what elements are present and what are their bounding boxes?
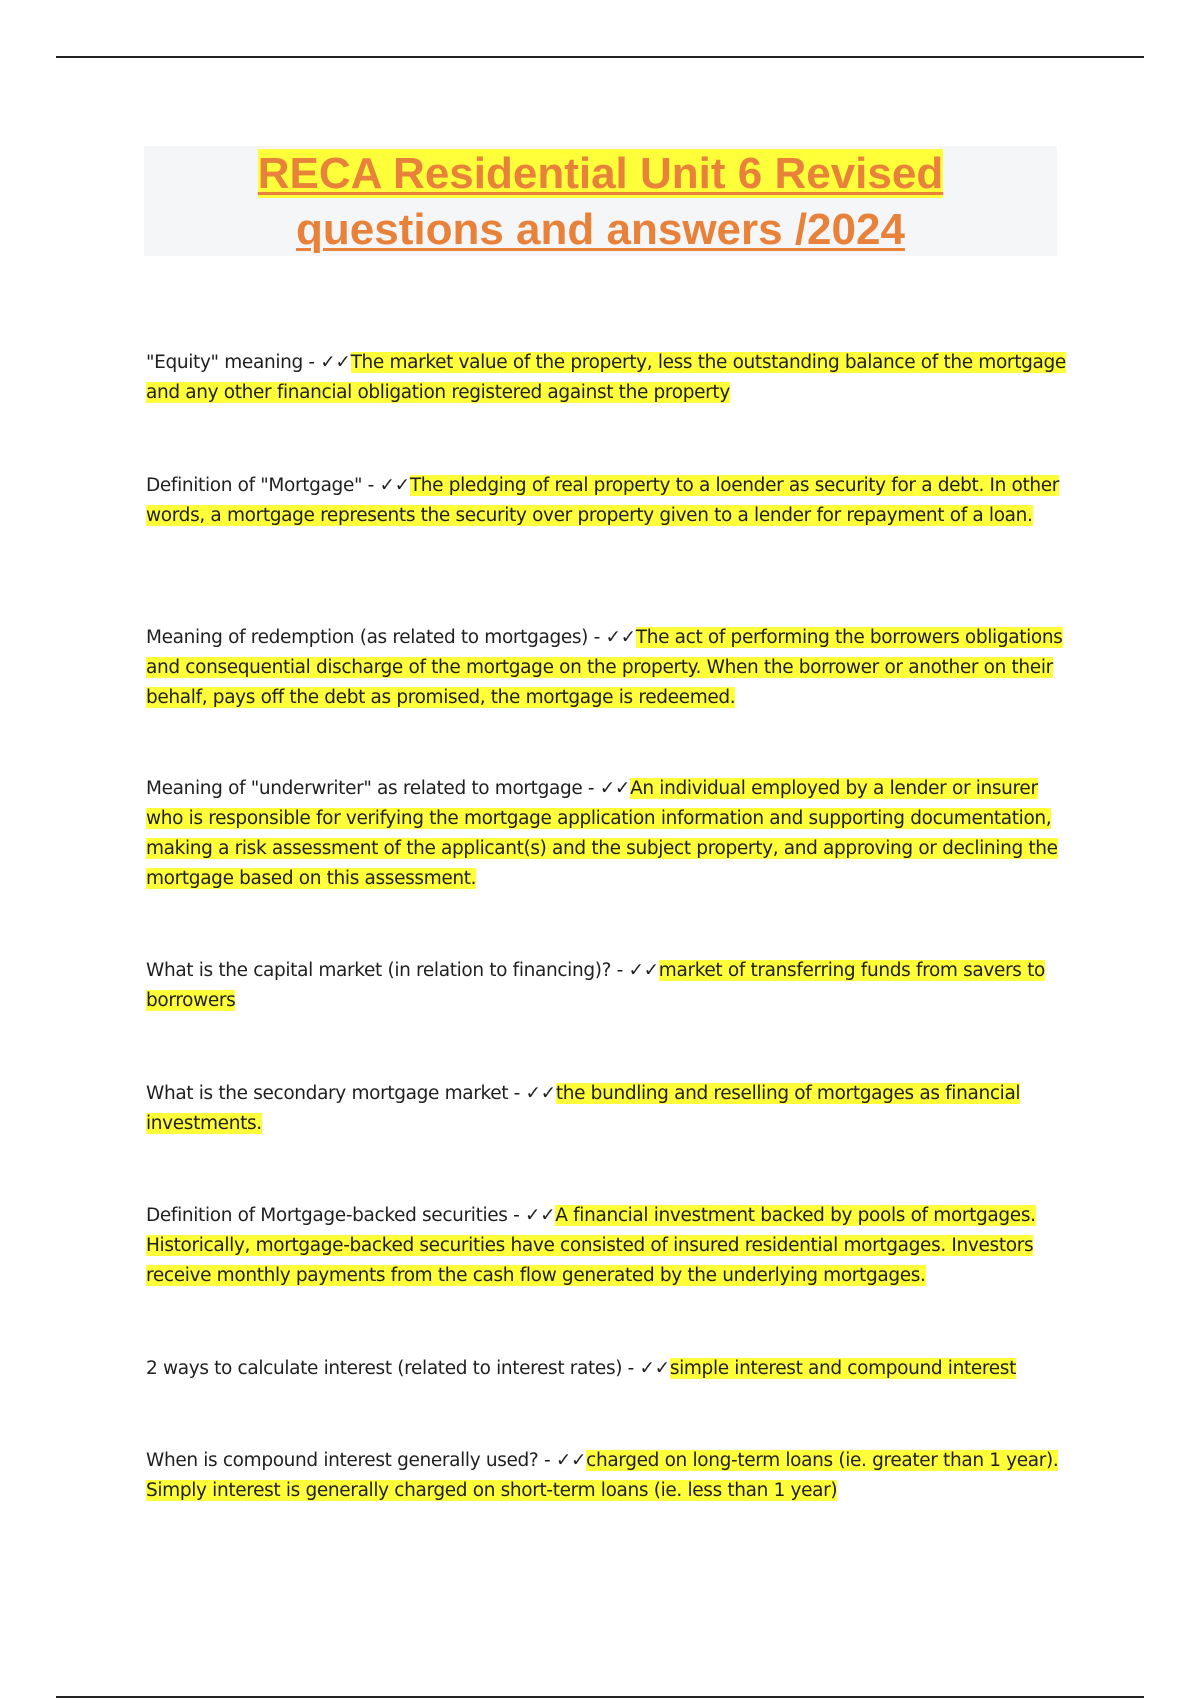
answer-text: An individual employed by a lender or insurer who is responsible for verifying the mortgage application information and supporting documentation, making a risk assessment of the applicant(s) and the subject property, and approving or declining the mortgage based on this assessment. — [146, 778, 1058, 889]
question-text: 2 ways to calculate interest (related to interest rates) — [146, 1358, 623, 1379]
double-check-icon: ✓✓ — [628, 960, 659, 981]
separator: - — [362, 475, 380, 496]
separator: - — [508, 1083, 526, 1104]
separator: - — [302, 352, 321, 373]
answer-text: charged on long-term loans (ie. greater than 1 year). Simply interest is generally charged on short-term loans (ie. less than 1 year) — [146, 1450, 1059, 1501]
qa-item-equity — [146, 348, 1066, 408]
qa-item-interest-ways — [146, 1354, 1066, 1384]
qa-item-secondary-market — [146, 1079, 1066, 1139]
double-check-icon: ✓✓ — [524, 1205, 556, 1226]
answer-text: simple interest and compound interest — [669, 1358, 1016, 1379]
qa-item-mortgage — [146, 471, 1066, 531]
question-text: Definition of "Mortgage" — [146, 475, 363, 496]
double-check-icon: ✓✓ — [605, 627, 636, 648]
answer-text: market of transferring funds from savers to borrowers — [146, 960, 1045, 1011]
double-check-icon: ✓✓ — [379, 475, 410, 496]
qa-item-mbs — [146, 1201, 1066, 1291]
qa-item-underwriter — [146, 774, 1066, 894]
double-check-icon: ✓✓ — [525, 1083, 556, 1104]
qa-item-capital-market — [146, 956, 1066, 1016]
question-text: What is the secondary mortgage market — [146, 1083, 509, 1104]
document-title-line-1: RECA Residential Unit 6 Revised — [257, 149, 944, 198]
separator: - — [582, 778, 600, 799]
answer-text: The pledging of real property to a loender as security for a debt. In other words, a mortgage represents the security over property given to a lender for repayment of a loan. — [146, 475, 1060, 526]
header-divider — [56, 56, 1144, 58]
answer-text: the bundling and reselling of mortgages as financial investments. — [146, 1083, 1021, 1134]
answer-text: A financial investment backed by pools of mortgages. Historically, mortgage-backed securities have consisted of insured residential mortgages. Investors receive monthly payments from the cash flow generated by the underlying mortgages. — [146, 1205, 1036, 1286]
double-check-icon: ✓✓ — [555, 1450, 587, 1471]
separator: - — [622, 1358, 640, 1379]
double-check-icon: ✓✓ — [639, 1358, 670, 1379]
double-check-icon: ✓✓ — [599, 778, 631, 799]
separator: - — [538, 1450, 556, 1471]
answer-text: The market value of the property, less the outstanding balance of the mortgage and any other financial obligation registered against the property — [146, 352, 1066, 403]
question-text: Meaning of "underwriter" as related to mortgage — [146, 778, 583, 799]
separator: - — [588, 627, 606, 648]
question-text: Definition of Mortgage-backed securities — [146, 1205, 508, 1226]
separator: - — [507, 1205, 525, 1226]
double-check-icon: ✓✓ — [320, 352, 351, 373]
separator: - — [611, 960, 629, 981]
question-text: When is compound interest generally used? — [146, 1450, 539, 1471]
question-text: What is the capital market (in relation to financing)? — [146, 960, 612, 981]
question-text: Meaning of redemption (as related to mortgages) — [146, 627, 589, 648]
qa-item-redemption — [146, 623, 1066, 713]
qa-item-compound-interest — [146, 1446, 1066, 1506]
answer-text: The act of performing the borrowers obligations and consequential discharge of the mortgage on the property. When the borrower or another on their behalf, pays off the debt as promised, the mortgage is redeemed. — [146, 627, 1063, 708]
footer-divider — [56, 1696, 1144, 1698]
title-banner — [144, 146, 1057, 256]
question-text: "Equity" meaning — [146, 352, 303, 373]
document-title-line-2: questions and answers /2024 — [296, 205, 905, 254]
